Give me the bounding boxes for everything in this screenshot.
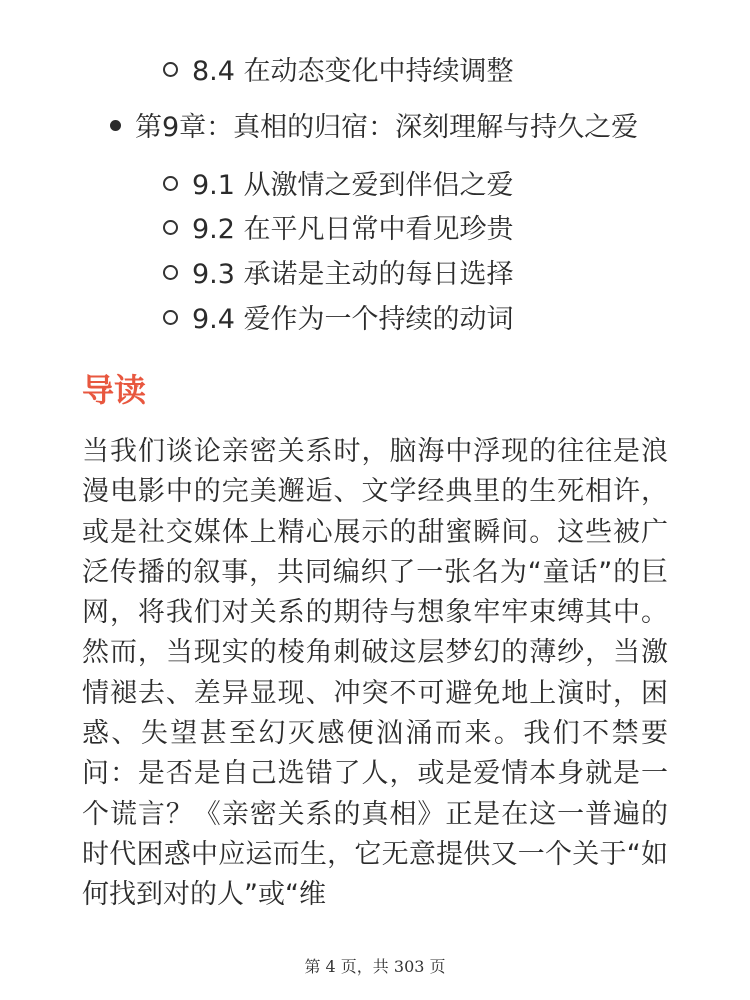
hollow-bullet-icon [163, 62, 178, 77]
section-heading: 导读 [82, 371, 147, 409]
toc-item-label: 8.4 在动态变化中持续调整 [192, 56, 514, 87]
toc-item-label: 9.1 从激情之爱到伴侣之爱 [192, 170, 514, 201]
toc-item-label: 9.2 在平凡日常中看见珍贵 [192, 214, 514, 245]
solid-bullet-icon [110, 120, 121, 131]
toc-item-label: 9.4 爱作为一个持续的动词 [192, 304, 514, 335]
toc-item-9-3 [163, 255, 514, 295]
hollow-bullet-icon [163, 310, 178, 325]
hollow-bullet-icon [163, 220, 178, 235]
toc-item-9-1 [163, 166, 514, 206]
hollow-bullet-icon [163, 265, 178, 280]
body-paragraph: 当我们谈论亲密关系时，脑海中浮现的往往是浪漫电影中的完美邂逅、文学经典里的生死相许，或是社交媒体上精心展示的甜蜜瞬间。这些被广泛传播的叙事，共同编织了一张名为“童话”的巨网，将我们对关系的期待与想象牢牢束缚其中。然而，当现实的棱角刺破这层梦幻的薄纱，当激情褪去、差异显现、冲突不可避免地上演时，困惑、失望甚至幻灭感便汹涌而来。我们不禁要问：是否是自己选错了人，或是爱情本身就是一个谎言？《亲密关系的真相》正是在这一普遍的时代困惑中应运而生，它无意提供又一个关于“如何找到对的人”或“维 [82, 436, 668, 911]
toc-item-9-2 [163, 210, 514, 250]
toc-chapter-label: 第9章：真相的归宿：深刻理解与持久之爱 [135, 112, 639, 143]
page-number: 第 4 页，共 303 页 [304, 957, 446, 976]
hollow-bullet-icon [163, 176, 178, 191]
toc-chapter-9 [110, 108, 638, 148]
toc-item-label: 9.3 承诺是主动的每日选择 [192, 259, 514, 290]
toc-item-8-4 [163, 52, 514, 92]
toc-item-9-4 [163, 300, 514, 340]
